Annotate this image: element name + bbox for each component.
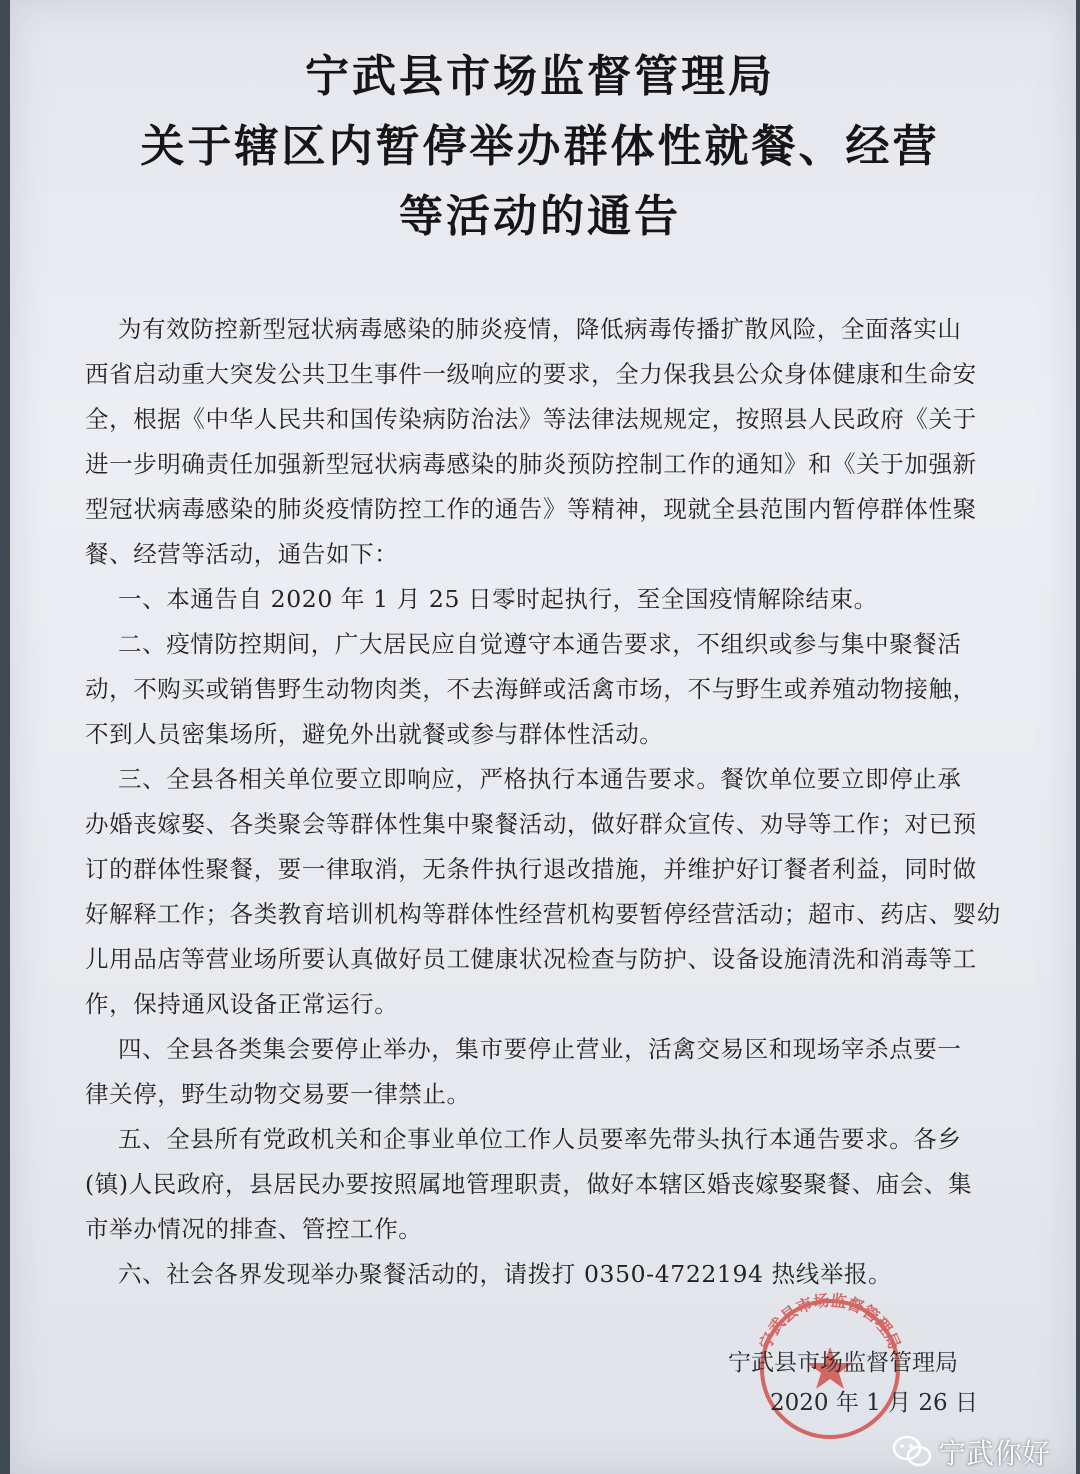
- issue-date: 2020 年 1 月 26 日: [770, 1390, 978, 1416]
- body-line: 订的群体性聚餐，要一律取消，无条件执行退改措施，并维护好订餐者利益，同时做: [85, 855, 977, 883]
- body-line: 西省启动重大突发公共卫生事件一级响应的要求，全力保我县公众身体健康和生命安: [85, 360, 977, 388]
- wechat-icon: [892, 1434, 932, 1470]
- clause-5: 五、全县所有党政机关和企事业单位工作人员要率先带头执行本通告要求。各乡: [118, 1125, 962, 1153]
- body-line: 型冠状病毒感染的肺炎疫情防控工作的通告》等精神，现就全县范围内暂停群体性聚: [85, 495, 977, 523]
- body-line: 动，不购买或销售野生动物肉类，不去海鲜或活禽市场，不与野生或养殖动物接触，: [85, 675, 977, 703]
- watermark: [892, 1432, 1050, 1472]
- body-line: 律关停，野生动物交易要一律禁止。: [85, 1080, 471, 1108]
- watermark-text: 宁武你好: [938, 1437, 1051, 1470]
- body-line: 儿用品店等营业场所要认真做好员工健康状况检查与防护、设备设施清洗和消毒等工: [85, 945, 977, 973]
- body-line: 不到人员密集场所，避免外出就餐或参与群体性活动。: [85, 720, 664, 748]
- body-line: 市举办情况的排查、管控工作。: [85, 1215, 423, 1243]
- notice-title-line-2: 关于辖区内暂停举办群体性就餐、经营: [140, 121, 940, 172]
- clause-1: 一、本通告自 2020 年 1 月 25 日零时起执行，至全国疫情解除结束。: [118, 585, 878, 613]
- body-line: 进一步明确责任加强新型冠状病毒感染的肺炎预防控制工作的通知》和《关于加强新: [85, 450, 977, 478]
- body-line: 为有效防控新型冠状病毒感染的肺炎疫情，降低病毒传播扩散风险，全面落实山: [118, 315, 962, 343]
- body-line: 好解释工作；各类教育培训机构等群体性经营机构要暂停经营活动；超市、药店、婴幼: [85, 900, 1001, 928]
- body-line: 办婚丧嫁娶、各类聚会等群体性集中聚餐活动，做好群众宣传、劝导等工作；对已预: [85, 810, 977, 838]
- clause-2: 二、疫情防控期间，广大居民应自觉遵守本通告要求，不组织或参与集中聚餐活: [118, 630, 962, 658]
- body-line: 餐、经营等活动，通告如下：: [85, 540, 399, 568]
- seal-text: 宁武县市场监督管理局: [755, 1290, 905, 1353]
- notice-title-line-1: 宁武县市场监督管理局: [305, 51, 775, 102]
- body-line: (镇)人民政府，县居民办要按照属地管理职责，做好本辖区婚丧嫁娶聚餐、庙会、集: [85, 1170, 973, 1198]
- body-line: 全，根据《中华人民共和国传染病防治法》等法律法规规定，按照县人民政府《关于: [85, 405, 977, 433]
- clause-4: 四、全县各类集会要停止举办，集市要停止营业，活禽交易区和现场宰杀点要一: [118, 1035, 962, 1063]
- body-line: 作，保持通风设备正常运行。: [85, 990, 399, 1018]
- issuer-name: 宁武县市场监督管理局: [728, 1350, 958, 1376]
- notice-title-line-3: 等活动的通告: [399, 191, 681, 242]
- clause-3: 三、全县各相关单位要立即响应，严格执行本通告要求。餐饮单位要立即停止承: [118, 765, 962, 793]
- clause-6: 六、社会各界发现举办聚餐活动的，请拨打 0350-4722194 热线举报。: [118, 1260, 893, 1288]
